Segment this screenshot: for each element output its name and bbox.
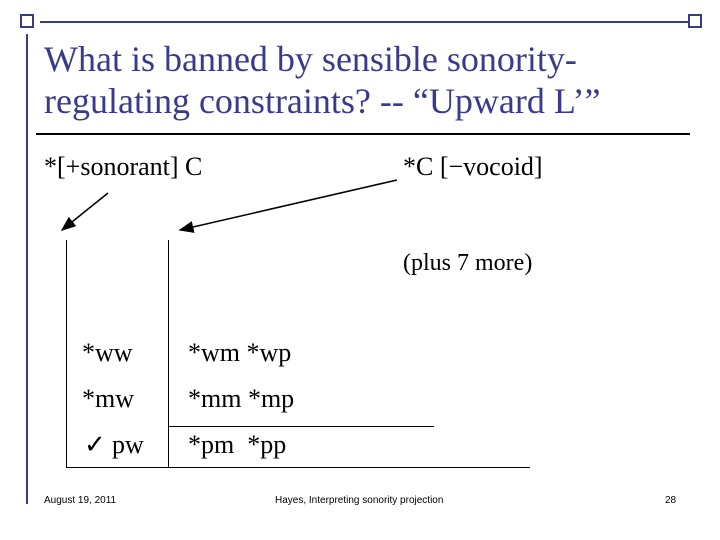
arrow-to-first-column [62, 193, 108, 230]
table-inner-rule [168, 426, 434, 427]
cell-pm-pp: *pm *pp [188, 430, 287, 459]
cell-ww: *ww [82, 338, 133, 367]
title-line-1: What is banned by sensible sonority- [44, 39, 577, 79]
more-constraints-note: (plus 7 more) [403, 250, 533, 276]
footer-date: August 19, 2011 [44, 495, 117, 506]
arrow-to-second-column [180, 180, 397, 230]
cell-mw: *mw [82, 384, 134, 413]
table-left-border [66, 240, 67, 468]
cell-wm-wp: *wm *wp [188, 338, 292, 367]
table-column-divider [168, 240, 169, 468]
title-line-2: regulating constraints? -- “Upward L’” [44, 81, 601, 121]
check-mark-icon: ✓ [84, 430, 106, 459]
cell-pw: pw [112, 430, 144, 459]
constraint-vocoid: *C [−vocoid] [403, 152, 543, 181]
table-bottom-rule [66, 467, 530, 468]
constraint-sonorant: *[+sonorant] C [44, 152, 203, 181]
footer-author: Hayes, Interpreting sonority projection [275, 495, 444, 506]
page-number: 28 [665, 495, 677, 506]
cell-mm-mp: *mm *mp [188, 384, 295, 413]
